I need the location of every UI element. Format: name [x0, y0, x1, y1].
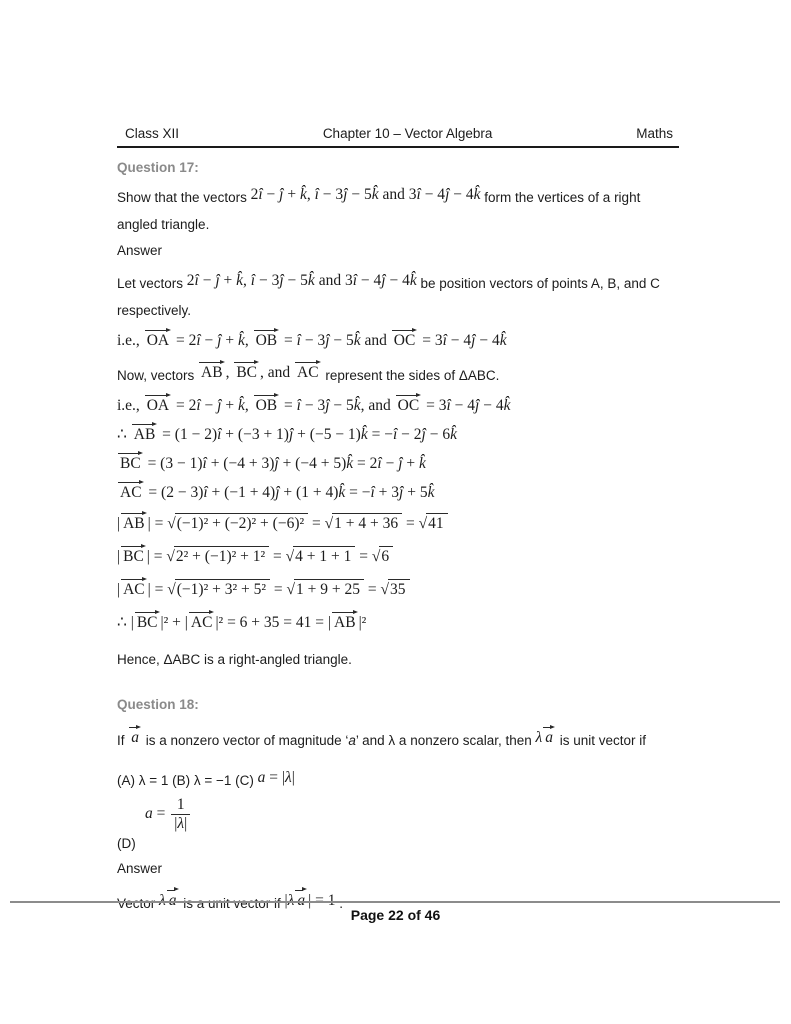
- q18-option-d: [117, 796, 679, 853]
- equation-magnitude-ac: | AC | = √(−1)² + 3² + 5² = √1 + 9 + 25 = √35: [117, 576, 679, 604]
- page-header: [117, 126, 679, 148]
- question-17-heading: Question 17:: [117, 160, 199, 175]
- equation-vector-ac: AC = (2 − 3)î + (−1 + 4)ĵ + (1 + 4)k̂ = −î + 3ĵ + 5k̂: [117, 480, 679, 505]
- q17-answer-label: Answer: [117, 243, 163, 258]
- header-chapter-title: Chapter 10 – Vector Algebra: [322, 126, 493, 141]
- q18-final-line: Vector λ a is a unit vector if |λ a | = 1 .: [117, 887, 679, 917]
- equation-position-vectors: i.e., OA = 2î − ĵ + k̂, OB = î − 3ĵ − 5k̂ and OC = 3î − 4ĵ − 4k̂: [117, 328, 679, 353]
- footer-page-number: Page 22 of 46: [350, 907, 441, 923]
- equation-vector-bc: BC = (3 − 1)î + (−4 + 3)ĵ + (−4 + 5)k̂ = 2î − ĵ + k̂: [117, 451, 679, 476]
- q17-statement: Show that the vectors 2î − ĵ + k̂, î − 3ĵ − 5k̂ and 3î − 4ĵ − 4k̂ form the vertices of a right angled triangle.: [117, 186, 641, 232]
- question-18-heading: Question 18:: [117, 697, 199, 712]
- q18-answer-label: Answer: [117, 860, 163, 876]
- q18-option-d-label: (D): [117, 835, 136, 851]
- equation-vector-ab: ∴ AB = (1 − 2)î + (−3 + 1)ĵ + (−5 − 1)k̂ = −î − 2ĵ − 6k̂: [117, 422, 679, 447]
- q17-let-vectors-line: Let vectors 2î − ĵ + k̂, î − 3ĵ − 5k̂ and 3î − 4ĵ − 4k̂ be position vectors of points A, B, and C respectively.: [117, 272, 660, 318]
- header-class-label: Class XII: [125, 126, 180, 141]
- equation-pythagoras-check: ∴ | BC |² + | AC |² = 6 + 35 = 41 = | AB |²: [117, 609, 679, 637]
- q18-option-d-math: a = $\frac{1}{|\lambda|}$: [145, 796, 679, 833]
- footer-rule: [10, 901, 780, 903]
- q17-now-vectors-line: Now, vectors AB , BC , and AC represent the sides of ΔABC.: [117, 359, 679, 389]
- equation-magnitude-ab: | AB | = √(−1)² + (−2)² + (−6)² = √1 + 4 + 36 = √41: [117, 510, 679, 538]
- header-subject-label: Maths: [636, 126, 673, 141]
- page-content: [117, 126, 679, 917]
- equation-magnitude-bc: | BC | = √2² + (−1)² + 1² = √4 + 1 + 1 = √6: [117, 543, 679, 571]
- q18-options-a-b-c: (A) λ = 1 (B) λ = −1 (C) a = |λ|: [117, 769, 295, 788]
- equation-position-vectors-repeat: i.e., OA = 2î − ĵ + k̂, OB = î − 3ĵ − 5k̂, and OC = 3î − 4ĵ − 4k̂: [117, 393, 679, 418]
- q18-statement: If a is a nonzero vector of magnitude ‘a’ and λ a nonzero scalar, then λ a is unit vector if: [117, 724, 679, 754]
- q17-conclusion: Hence, ΔABC is a right-angled triangle.: [117, 652, 352, 667]
